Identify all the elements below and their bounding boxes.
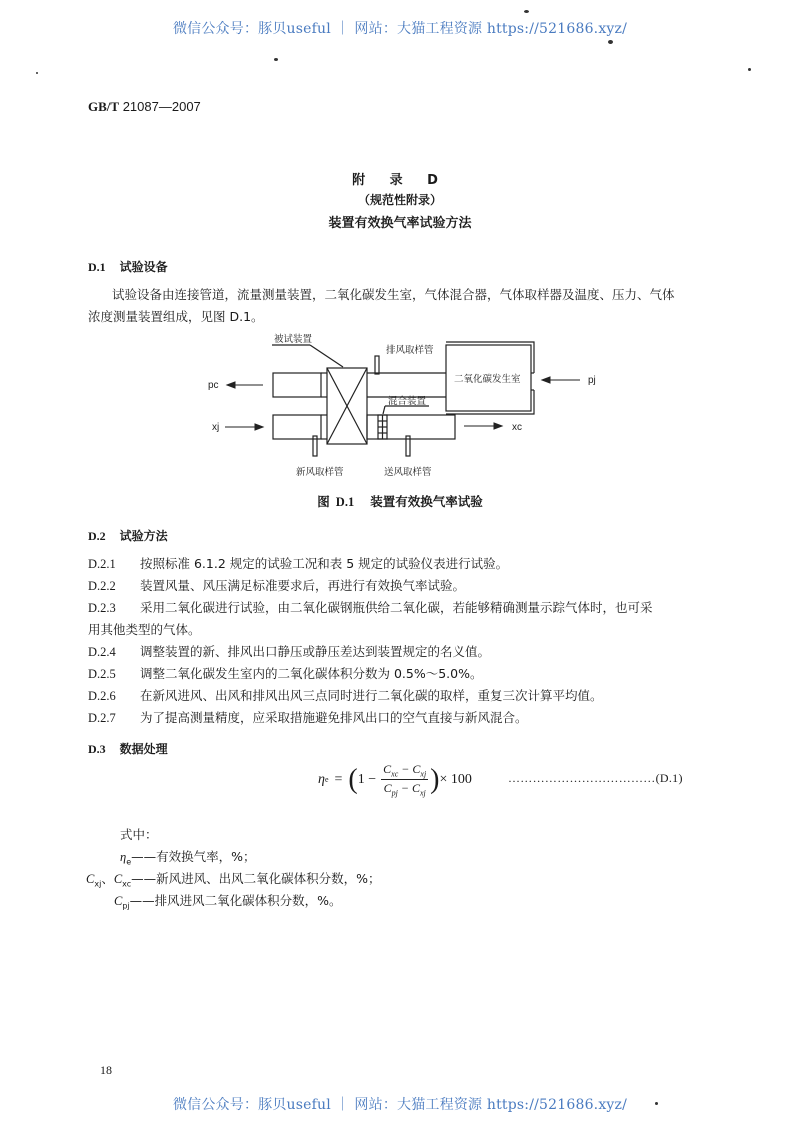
- section-number: D.1: [88, 260, 106, 274]
- def-symbol: C: [86, 872, 95, 886]
- section-title: 试验方法: [119, 529, 168, 543]
- list-item-d2-6: [88, 685, 738, 707]
- equation-reference: ………………………………(D.1): [508, 771, 683, 785]
- section-heading-d1: [88, 258, 168, 275]
- eta-symbol: η: [318, 771, 325, 787]
- page-number: 18: [100, 1063, 112, 1077]
- label-pc: pc: [208, 380, 219, 391]
- fresh-air-inlet-duct: [273, 415, 321, 439]
- def-subscript: e: [126, 857, 132, 867]
- list-item-d2-2: [88, 575, 738, 597]
- paragraph-line: 试验设备由连接管道，流量测量装置，二氧化碳发生室，气体混合器，气体取样器及温度、压力、气体: [112, 287, 675, 302]
- paragraph-line: 浓度测量装置组成，见图 D.1。: [88, 309, 264, 324]
- item-text: 调整二氧化碳发生室内的二氧化碳体积分数为 0.5%～5.0%。: [140, 666, 483, 681]
- list-item-d2-5: [88, 663, 738, 685]
- watermark-top: 微信公众号：豚贝useful ｜ 网站：大猫工程资源 https://521686.xyz/: [172, 21, 628, 37]
- item-text: 调整装置的新、排风出口静压或静压差达到装置规定的名义值。: [140, 644, 491, 659]
- section-title: 数据处理: [119, 742, 168, 756]
- fraction: [381, 762, 428, 798]
- item-number: D.2.5: [88, 667, 116, 681]
- figure-caption: [0, 492, 800, 510]
- appendix-title: 附 录 D: [352, 173, 448, 188]
- label-xj: xj: [212, 422, 220, 433]
- times-100: × 100: [439, 771, 472, 787]
- item-text: 按照标准 6.1.2 规定的试验工况和表 5 规定的试验仪表进行试验。: [140, 556, 509, 571]
- d1-paragraph: [88, 284, 728, 328]
- watermark-bottom: 微信公众号：豚贝useful ｜ 网站：大猫工程资源 https://521686.xyz/: [172, 1097, 628, 1113]
- eta-subscript: e: [324, 775, 329, 785]
- definition-cpj: [114, 890, 342, 918]
- list-item-d2-1: [88, 553, 738, 575]
- standard-number: 21087—2007: [122, 99, 201, 114]
- label-xc: xc: [512, 422, 522, 433]
- left-paren: (: [348, 763, 358, 795]
- def-symbol: η: [120, 850, 127, 864]
- test-apparatus-diagram: [200, 330, 620, 490]
- def-separator: 、: [101, 871, 114, 886]
- item-number: D.2.2: [88, 579, 116, 593]
- def-description: ——排风进风二氧化碳体积分数，%。: [129, 893, 342, 908]
- denominator: $C_{pj} - C_{xj}$: [383, 781, 426, 798]
- item-text: 在新风进风、出风和排风出风三点同时进行二氧化碳的取样，重复三次计算平均值。: [140, 688, 603, 703]
- section-title: 试验设备: [119, 260, 168, 274]
- item-number: D.2.3: [88, 601, 116, 615]
- def-description: ——新风进风、出风二氧化碳体积分数，%；: [131, 871, 381, 886]
- scan-speck: [655, 1102, 658, 1105]
- figure-caption-prefix: 图: [317, 494, 330, 509]
- exhaust-sampling-tube: [375, 356, 379, 374]
- def-symbol: C: [114, 894, 123, 908]
- scan-speck: [748, 68, 751, 71]
- item-text: 装置风量、风压满足标准要求后，再进行有效换气率试验。: [140, 578, 466, 593]
- list-item-d2-4: [88, 641, 738, 663]
- label-co2-chamber: 二氧化碳发生室: [454, 374, 521, 385]
- item-number: D.2.6: [88, 689, 116, 703]
- equals-sign: =: [334, 771, 343, 787]
- where-label: 式中：: [120, 827, 158, 842]
- def-subscript: xc: [122, 879, 132, 889]
- label-exhaust-sampling-tube: 排风取样管: [386, 345, 434, 356]
- exhaust-outlet-duct: [273, 373, 321, 397]
- list-item-d2-3: [88, 597, 738, 619]
- label-fresh-air-sampling-tube: 新风取样管: [296, 467, 344, 478]
- scan-speck: [274, 58, 278, 61]
- list-item-d2-3-continued: [88, 619, 738, 641]
- figure-number: D.1: [335, 495, 355, 509]
- item-text: 为了提高测量精度，应采取措施避免排风出口的空气直接与新风混合。: [140, 710, 528, 725]
- right-paren: ): [430, 763, 440, 795]
- scan-speck: [524, 10, 529, 13]
- scan-speck: [608, 40, 613, 44]
- figure-caption-text: 装置有效换气率试验: [370, 494, 483, 509]
- def-description: ——有效换气率，%；: [131, 849, 256, 864]
- item-text-continued: 用其他类型的气体。: [88, 622, 201, 637]
- list-item-d2-7: [88, 707, 738, 729]
- numerator: $C_{xc} - C_{xj}$: [383, 762, 427, 779]
- section-heading-d3: [88, 740, 168, 757]
- standard-prefix: GB/T: [88, 99, 120, 114]
- appendix-name: 装置有效换气率试验方法: [328, 216, 472, 231]
- scan-speck: [36, 72, 38, 74]
- def-subscript: pj: [122, 901, 130, 911]
- standard-code: [88, 99, 201, 115]
- label-mixing-device: 混合装置: [388, 396, 427, 407]
- section-number: D.2: [88, 529, 106, 543]
- item-number: D.2.4: [88, 645, 116, 659]
- item-text: 采用二氧化碳进行试验，由二氧化碳钢瓶供给二氧化碳，若能够精确测量示踪气体时，也可采: [140, 600, 653, 615]
- label-supply-air-sampling-tube: 送风取样管: [384, 467, 432, 478]
- item-number: D.2.1: [88, 557, 116, 571]
- section-heading-d2: [88, 527, 168, 544]
- def-symbol: C: [113, 872, 123, 886]
- def-subscript: xj: [94, 879, 102, 889]
- label-device-under-test: 被试装置: [274, 334, 313, 345]
- item-number: D.2.7: [88, 711, 116, 725]
- equation-d1: [318, 762, 472, 798]
- section-number: D.3: [88, 742, 106, 756]
- label-pj: pj: [588, 375, 596, 386]
- one-minus: 1 −: [357, 771, 377, 787]
- appendix-subtitle: （规范性附录）: [357, 193, 442, 207]
